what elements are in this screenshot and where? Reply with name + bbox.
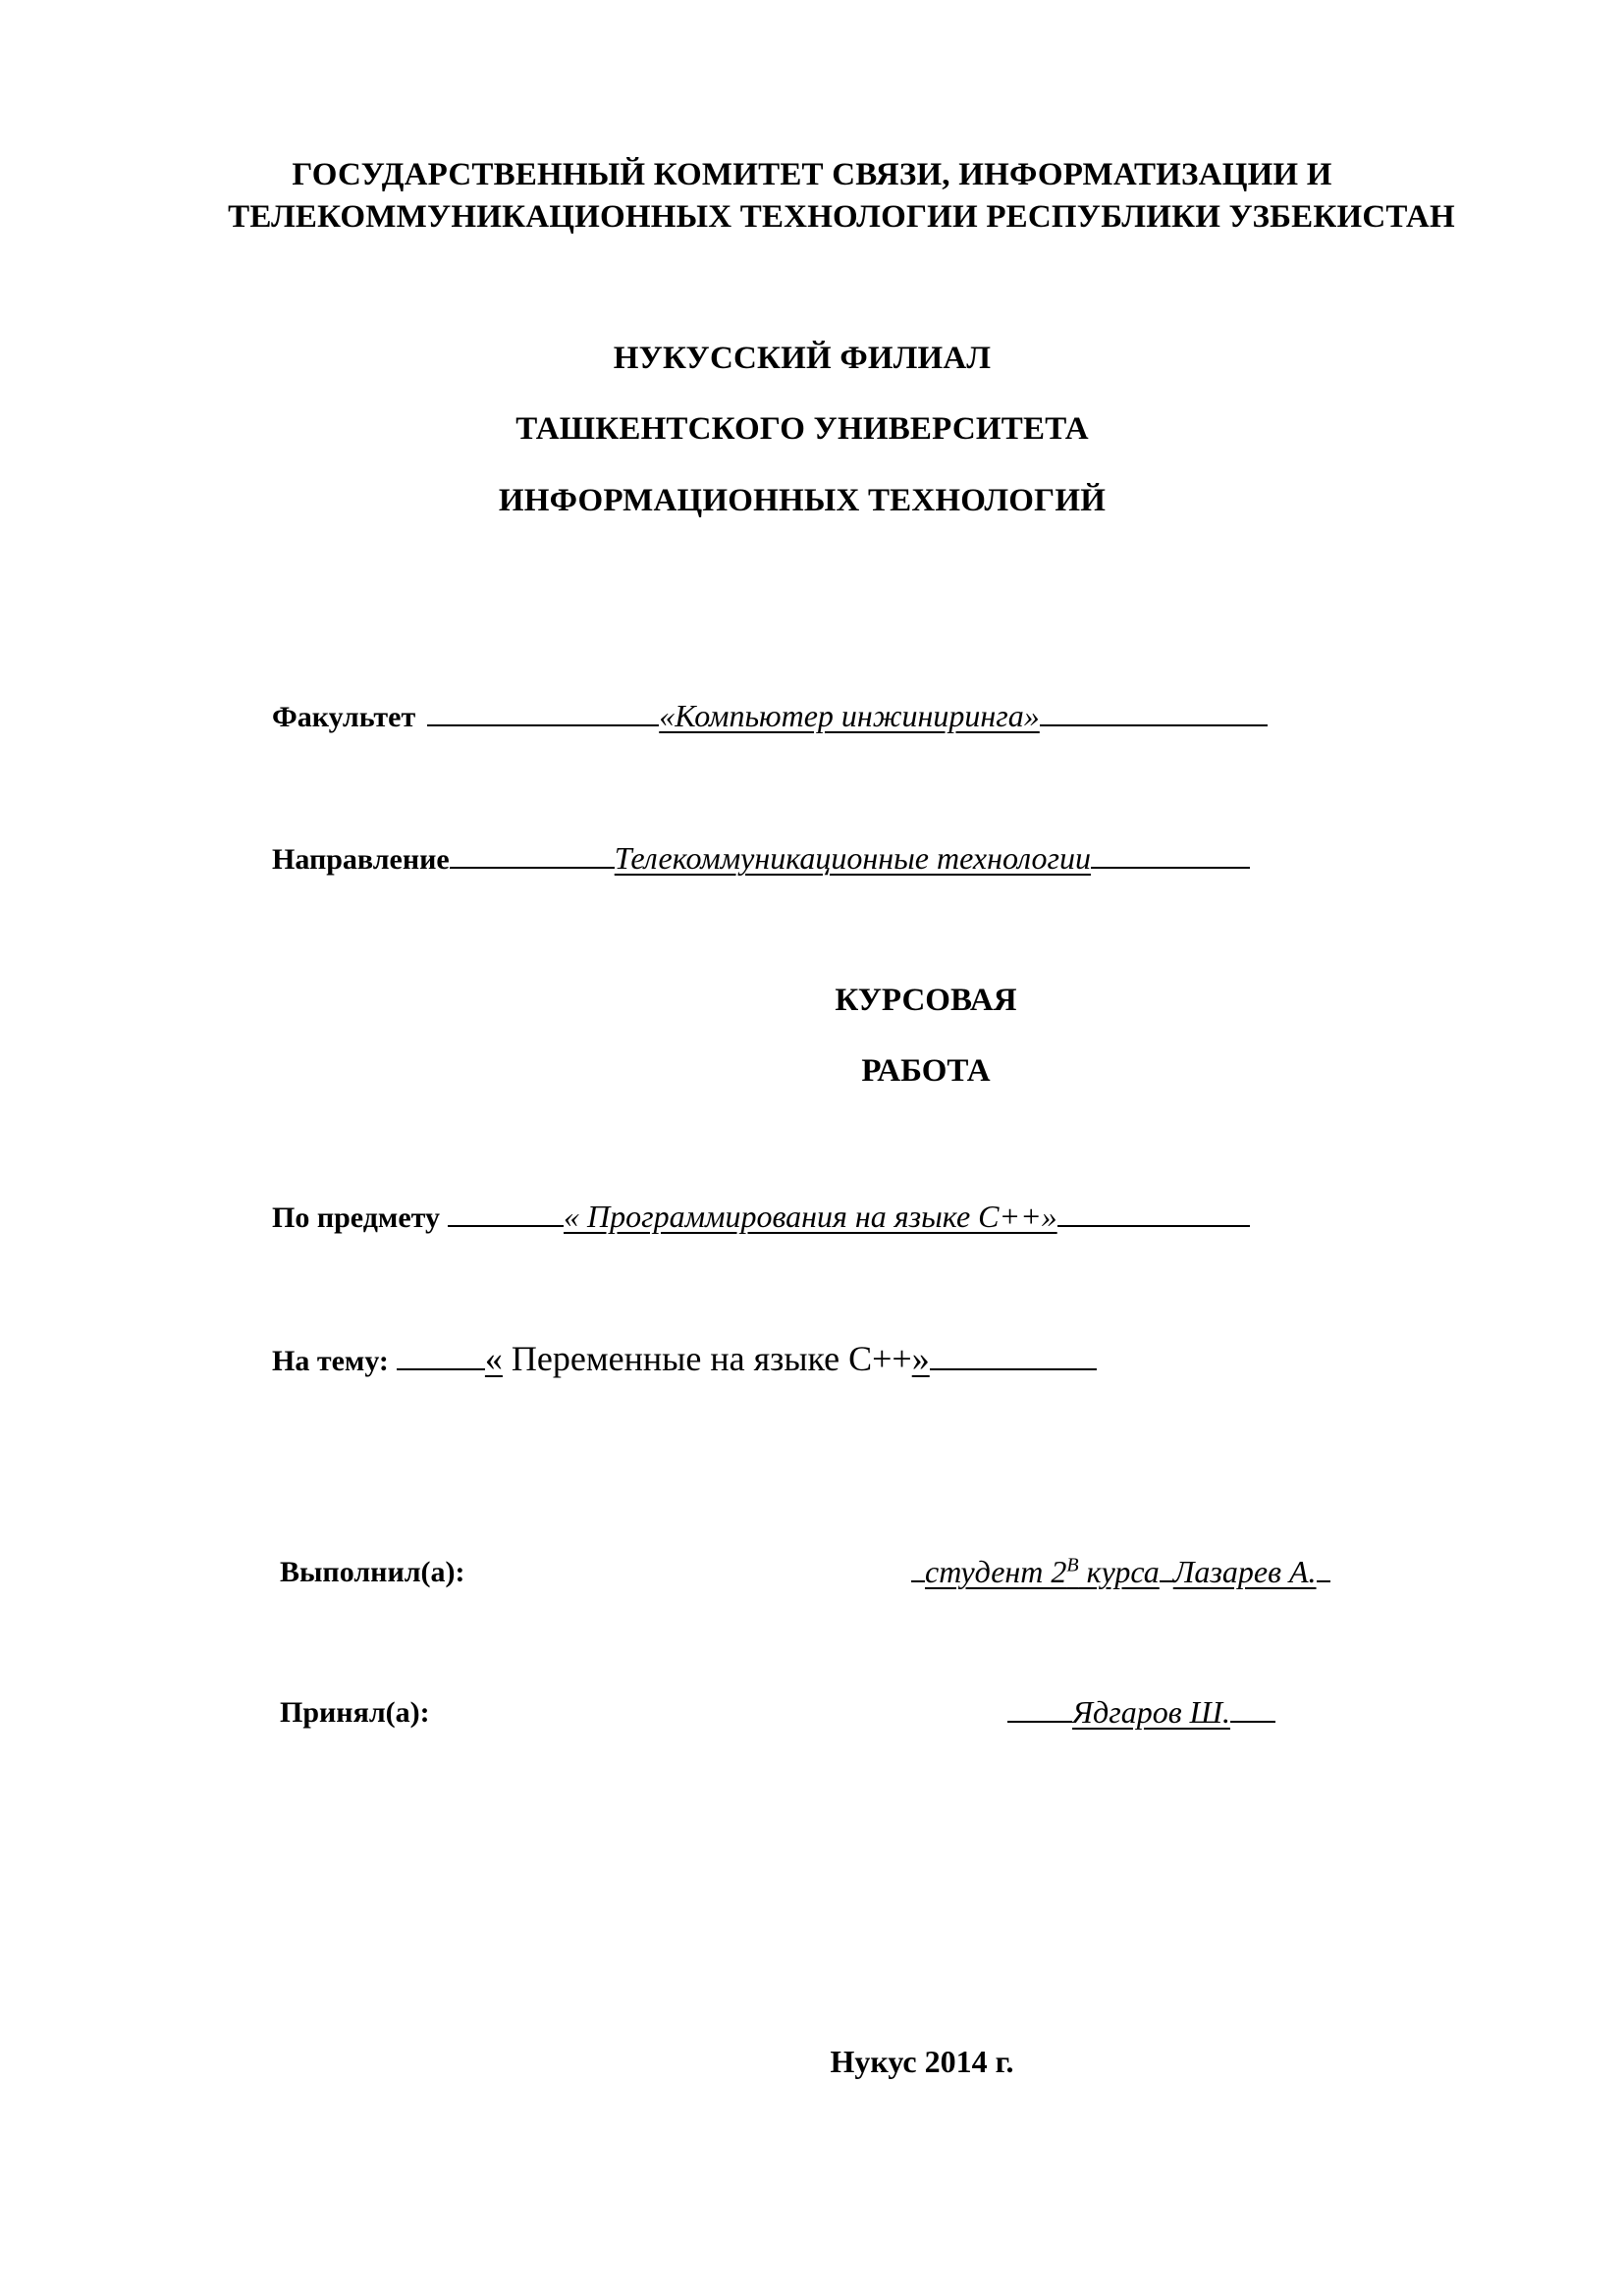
topic-row [272,1338,1097,1379]
fill-line [448,1198,564,1227]
fill-line [1230,1695,1275,1723]
direction-value: Телекоммуникационные технологии [614,840,1091,876]
direction-label: Направление [272,843,450,876]
fill-line [1160,1555,1173,1582]
student-suffix: курса [1078,1554,1160,1589]
topic-close-quote: » [911,1339,930,1378]
ministry-line-2: ТЕЛЕКОММУНИКАЦИОННЫХ ТЕХНОЛОГИИ РЕСПУБЛИКИ УЗБЕКИСТАН [228,199,1455,235]
ministry-line-1: ГОСУДАРСТВЕННЫЙ КОМИТЕТ СВЯЗИ, ИНФОРМАТИЗАЦИИ И [292,157,1332,192]
fill-line [1317,1555,1330,1582]
supervisor-name: Ядгаров Ш. [1072,1694,1230,1730]
student-prefix: студент 2 [925,1554,1067,1589]
fill-line [911,1555,925,1582]
fill-line [1057,1198,1250,1227]
faculty-row [272,697,1268,734]
subject-value: « Программирования на языке С++» [564,1199,1057,1234]
topic-value: Переменные на языке С++ [502,1339,912,1378]
institution-line-3: ИНФОРМАЦИОННЫХ ТЕХНОЛОГИЙ [498,483,1107,518]
title-line-1: КУРСОВАЯ [835,983,1017,1018]
subject-row [272,1198,1250,1235]
direction-row [272,839,1250,877]
performed-by-label: Выполнил(а): [280,1556,465,1588]
fill-line [1091,839,1250,869]
title-line-2: РАБОТА [861,1053,991,1089]
fill-line [450,839,615,869]
accepted-by-label: Принял(а): [280,1696,430,1729]
topic-open-quote: « [484,1339,503,1378]
faculty-value: «Компьютер инжиниринга» [659,698,1040,733]
fill-line [397,1341,485,1370]
topic-label: На тему: [272,1345,389,1377]
student-name: Лазарев А. [1172,1554,1317,1589]
subject-label: По предмету [272,1201,440,1234]
faculty-label: Факультет [272,701,416,733]
fill-line [930,1341,1097,1370]
institution-line-2: ТАШКЕНТСКОГО УНИВЕРСИТЕТА [515,411,1089,447]
institution-line-1: НУКУССКИЙ ФИЛИАЛ [613,341,992,376]
course-letter: В [1066,1554,1079,1576]
fill-line [1007,1695,1072,1723]
fill-line [427,697,659,726]
city-year: Нукус 2014 г. [830,2044,1014,2079]
fill-line [1040,697,1268,726]
student-course [925,1554,1160,1589]
performed-by-value [911,1554,1330,1590]
accepted-by-value [1007,1694,1275,1731]
